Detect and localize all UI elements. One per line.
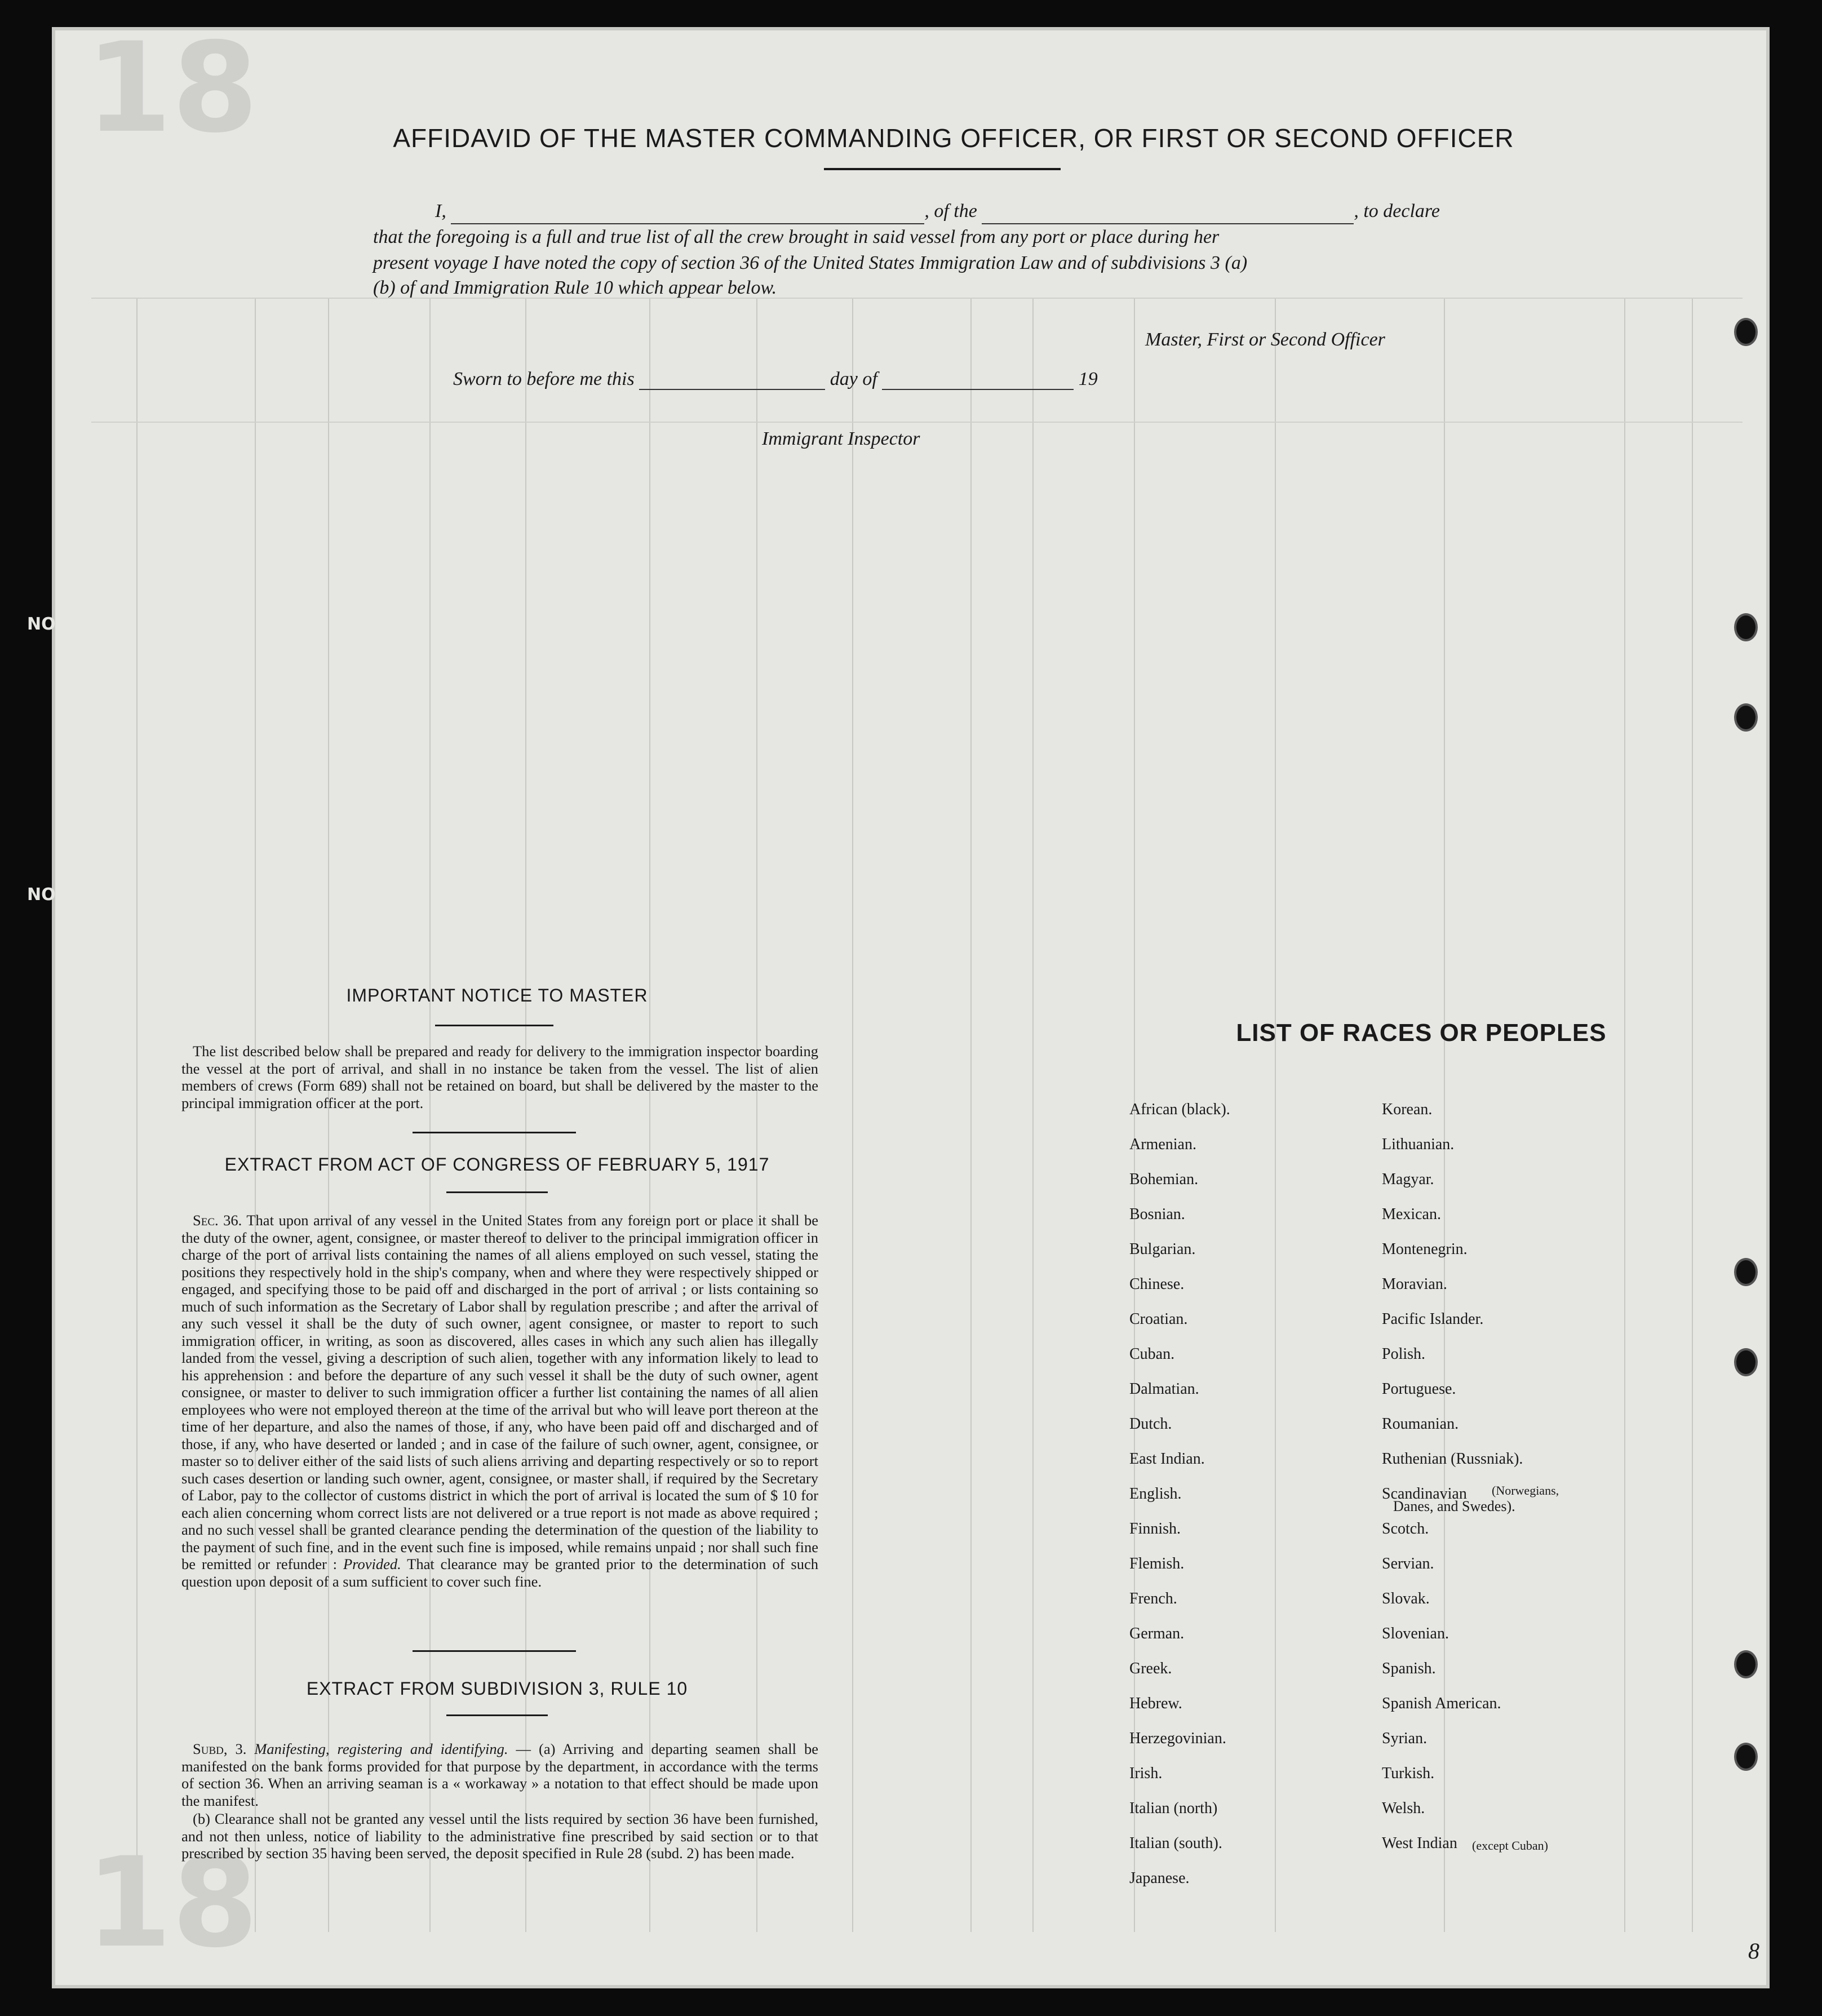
act-heading: EXTRACT FROM ACT OF CONGRESS OF FEBRUARY 5, 1917 bbox=[224, 1154, 770, 1175]
punch-hole bbox=[1734, 318, 1758, 346]
race-item: Scandinavian bbox=[1382, 1485, 1467, 1503]
day-of-label: day of bbox=[830, 369, 877, 389]
race-item: Mexican. bbox=[1382, 1206, 1441, 1223]
race-item: Irish. bbox=[1129, 1765, 1163, 1782]
inspector-label: Immigrant Inspector bbox=[762, 428, 920, 449]
rule-underline bbox=[446, 1714, 548, 1716]
punch-hole bbox=[1734, 1650, 1758, 1678]
punch-hole bbox=[1734, 1348, 1758, 1376]
rule-subd-title: Manifesting, registering and identifying. bbox=[254, 1740, 508, 1757]
affidavit-of-the: , of the bbox=[924, 201, 977, 221]
act-provided: Provided. bbox=[343, 1556, 401, 1572]
affidavit-title: AFFIDAVID OF THE MASTER COMMANDING OFFICER, OR FIRST OR SECOND OFFICER bbox=[393, 123, 1514, 153]
race-item: Croatian. bbox=[1129, 1310, 1188, 1328]
sworn-day-field[interactable] bbox=[639, 372, 825, 390]
manifest-page bbox=[52, 27, 1770, 1988]
rule-b-text: (b) Clearance shall not be granted any vessel until the lists required by section 36 have been furnished, and not then unless, notice of liability to the administrative fine prescribed by said section or to that prescribed by section 35 having been served, the deposit specified in Rule 28 (subd. 2) has been made. bbox=[181, 1810, 818, 1862]
notice-underline bbox=[435, 1025, 553, 1026]
race-item: Bulgarian. bbox=[1129, 1240, 1196, 1258]
race-item: Scotch. bbox=[1382, 1520, 1429, 1538]
race-item: Syrian. bbox=[1382, 1730, 1428, 1747]
title-underline bbox=[824, 168, 1061, 170]
race-item: Slovak. bbox=[1382, 1590, 1430, 1607]
act-body-end: That clearance may be granted prior to the determination of such question upon deposit of a sum sufficient to cover such fine. bbox=[181, 1556, 818, 1590]
vessel-name-field[interactable] bbox=[982, 206, 1354, 224]
race-item: French. bbox=[1129, 1590, 1177, 1607]
race-item: Dalmatian. bbox=[1129, 1380, 1199, 1398]
race-item: Greek. bbox=[1129, 1660, 1172, 1677]
race-item: East Indian. bbox=[1129, 1450, 1205, 1468]
race-item: Italian (south). bbox=[1129, 1835, 1222, 1852]
race-item: Cuban. bbox=[1129, 1345, 1175, 1363]
scandinavian-note-2: Danes, and Swedes). bbox=[1393, 1498, 1515, 1514]
act-section: Sec. 36. bbox=[193, 1212, 242, 1229]
affidavit-to-declare: , to declare bbox=[1354, 201, 1440, 221]
race-item: Portuguese. bbox=[1382, 1380, 1456, 1398]
race-item: Polish. bbox=[1382, 1345, 1426, 1363]
page-number-bottom: 18 bbox=[86, 1831, 259, 1975]
affidavit-line-2: that the foregoing is a full and true list of all the crew brought in said vessel from any port or place during her bbox=[373, 227, 1220, 247]
affidavit-line-4: (b) of and Immigration Rule 10 which appear below. bbox=[373, 277, 777, 298]
notice-heading: IMPORTANT NOTICE TO MASTER bbox=[346, 985, 648, 1005]
race-item: Korean. bbox=[1382, 1101, 1433, 1118]
race-item: West Indian bbox=[1382, 1835, 1457, 1852]
punch-hole bbox=[1734, 1258, 1758, 1286]
act-text bbox=[181, 1212, 818, 1590]
act-underline bbox=[446, 1191, 548, 1193]
race-item: Roumanian. bbox=[1382, 1415, 1459, 1433]
race-item: Servian. bbox=[1382, 1555, 1434, 1572]
act-body: That upon arrival of any vessel in the United States from any foreign port or place it shall be the duty of the owner, agent, consignee, or master thereof to deliver to the principal immigration officer in charge of the port of arrival lists containing the names of all aliens employed on such vessel, stating the positions they respectively hold in the ship's company, when and where they were respectively shipped or engaged, and specifying those to be paid off and discharged in the port of arrival ; or lists containing so much of such information as the Secretary of Labor shall by regulation prescribe ; and after the arrival of any such vessel it shall be the duty of such owner, agent consignee, or master to report to such immigration officer, in writing, as soon as discovered, alles cases in which any such alien has illegally landed from the vessel, giving a description of such alien, together with any information likely to lead to his apprehension : and before the departure of any such vessel it shall be the duty of such owner, agent consignee, or master to deliver to such immigration officer a further list containing the names of all alien employees who were not employed thereon at the time of the arrival but who will leave port thereon at the time of her departure, and also the names of those, if any, who have been paid off and discharged and of those, if any, who have deserted or landed ; and in case of the failure of such owner, agent, consignee, or master so to deliver either of the said lists of such aliens arriving and departing respectively or so to report such cases desertion or landing such owner, agent, consignee, or master shall, if required by the Secretary of Labor, pay to the collector of customs district in which the port of arrival is located the sum of $ 10 for each alien concerning whom correct lists are not delivered or a true report is not made as above required ; and no such vessel shall be granted clearance pending the determination of the question of the liability to the payment of such fine, and in the event such fine is imposed, while remains unpaid ; nor shall such fine be remitted or refunder : bbox=[181, 1212, 818, 1572]
affidavit-i: I, bbox=[435, 201, 446, 221]
race-item: German. bbox=[1129, 1625, 1185, 1642]
race-item: Spanish American. bbox=[1382, 1695, 1501, 1712]
race-item: Ruthenian (Russniak). bbox=[1382, 1450, 1523, 1468]
folio-number: 8 bbox=[1748, 1938, 1759, 1964]
punch-hole bbox=[1734, 613, 1758, 641]
race-item: Turkish. bbox=[1382, 1765, 1435, 1782]
page-number-top: 18 bbox=[86, 27, 259, 160]
margin-not-1: NOT bbox=[27, 614, 68, 634]
west-indian-note: (except Cuban) bbox=[1472, 1838, 1548, 1853]
race-item: Japanese. bbox=[1129, 1869, 1190, 1887]
notice-text: The list described below shall be prepared and ready for delivery to the immigration inspector boarding the vessel at the port of arrival, and shall in no instance be taken from the vessel. The list of alien members of crews (Form 689) shall not be retained on board, but shall be delivered by the master to the principal immigration officer at the port. bbox=[181, 1043, 818, 1111]
race-item: Slovenian. bbox=[1382, 1625, 1449, 1642]
rule-subd: Subd, 3. bbox=[193, 1740, 247, 1757]
rule-a-body: — (a) Arriving and departing seamen shall be manifested on the bank forms provided for that purpose by the department, in accordance with the terms of section 36. When an arriving seaman is a « workaway » a notation to that effect should be made upon the manifest. bbox=[181, 1740, 818, 1809]
year-label: 19 bbox=[1078, 369, 1098, 389]
race-item: Pacific Islander. bbox=[1382, 1310, 1484, 1328]
sworn-statement bbox=[453, 369, 1098, 390]
master-signature-label: Master, First or Second Officer bbox=[1145, 329, 1385, 350]
affidavit-line-1 bbox=[373, 198, 1557, 224]
race-item: African (black). bbox=[1129, 1101, 1230, 1118]
punch-hole bbox=[1734, 703, 1758, 732]
margin-not-2: NOT bbox=[27, 885, 68, 905]
race-item: Magyar. bbox=[1382, 1171, 1434, 1188]
sworn-label: Sworn to before me this bbox=[453, 369, 635, 389]
race-item: Lithuanian. bbox=[1382, 1136, 1455, 1153]
race-item: English. bbox=[1129, 1485, 1182, 1503]
race-item: Bosnian. bbox=[1129, 1206, 1185, 1223]
race-item: Finnish. bbox=[1129, 1520, 1181, 1538]
punch-hole bbox=[1734, 1743, 1758, 1771]
race-item: Italian (north) bbox=[1129, 1800, 1218, 1817]
affidavit-line-3: present voyage I have noted the copy of section 36 of the United States Immigration Law and of subdivisions 3 (a) bbox=[373, 252, 1248, 273]
race-item: Dutch. bbox=[1129, 1415, 1172, 1433]
rule-heading: EXTRACT FROM SUBDIVISION 3, RULE 10 bbox=[306, 1678, 688, 1699]
scandinavian-note-1: (Norwegians, bbox=[1492, 1483, 1559, 1497]
master-name-field[interactable] bbox=[451, 206, 924, 224]
race-item: Armenian. bbox=[1129, 1136, 1196, 1153]
race-item: Montenegrin. bbox=[1382, 1240, 1468, 1258]
sworn-month-field[interactable] bbox=[882, 372, 1074, 390]
race-item: Hebrew. bbox=[1129, 1695, 1182, 1712]
separator-2 bbox=[413, 1650, 576, 1652]
race-item: Flemish. bbox=[1129, 1555, 1185, 1572]
rule-a-text bbox=[181, 1740, 818, 1809]
race-item: Welsh. bbox=[1382, 1800, 1425, 1817]
race-item: Chinese. bbox=[1129, 1275, 1185, 1293]
race-item: Bohemian. bbox=[1129, 1171, 1199, 1188]
races-title: LIST OF RACES OR PEOPLES bbox=[1236, 1019, 1607, 1047]
race-item: Spanish. bbox=[1382, 1660, 1436, 1677]
race-item: Moravian. bbox=[1382, 1275, 1447, 1293]
separator-1 bbox=[413, 1132, 576, 1133]
race-item: Herzegovinian. bbox=[1129, 1730, 1226, 1747]
